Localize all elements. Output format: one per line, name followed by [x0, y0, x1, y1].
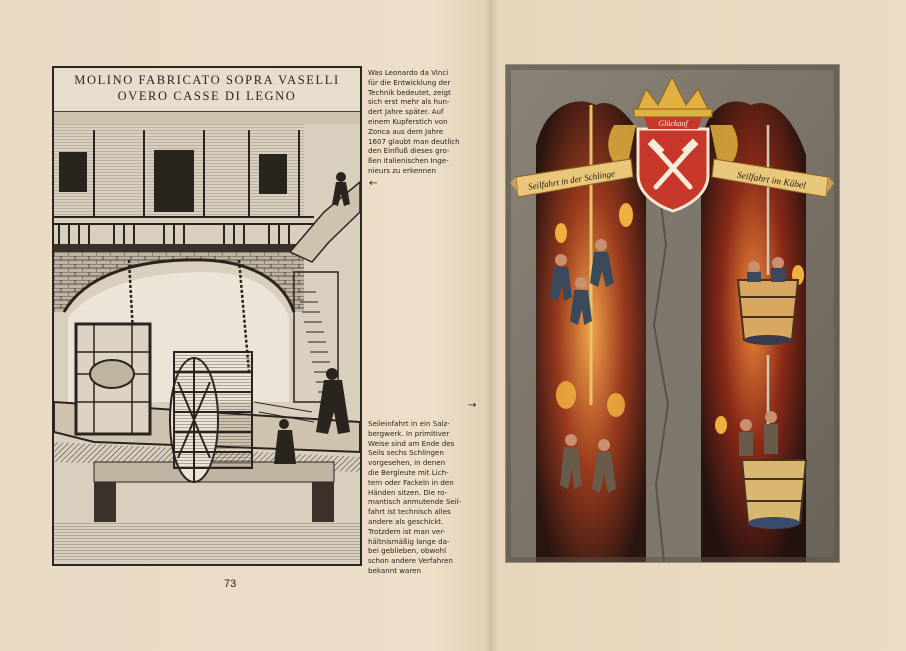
caption-line: nieurs zu erkennen — [368, 165, 437, 175]
caption-leonardo — [368, 68, 480, 176]
caption-line: andere als geschickt. — [368, 516, 444, 526]
caption-line: Zonca aus dem Jahre — [368, 126, 444, 136]
engraving-title — [54, 68, 360, 112]
painting-svg — [506, 65, 839, 562]
caption-line: bei geblieben, obwohl — [368, 546, 447, 556]
caption-line: sich erst mehr als hun- — [368, 97, 450, 107]
banner-right-text: Seilfahrt im Kübel — [736, 170, 807, 192]
caption-line: dert Jahre später. Auf — [368, 107, 444, 117]
caption-line: den Einfluß dieses gro- — [368, 146, 450, 156]
caption-line: ßen italienischen Inge- — [368, 156, 449, 166]
caption-line: Seileinfahrt in ein Salz- — [368, 419, 450, 428]
arrow-left-icon: ← — [369, 178, 378, 189]
caption-line: Technik bedeutet, zeigt — [368, 87, 451, 97]
caption-line: vorgesehen, in denen — [368, 458, 446, 468]
caption-line: Seils sechs Schlingen — [368, 448, 444, 458]
caption-line: Trotzdem ist man ver- — [368, 526, 446, 536]
mine-descent-painting — [505, 64, 840, 563]
caption-line: fahrt ist technisch alles — [368, 507, 451, 517]
caption-line: bekannt waren — [368, 565, 421, 575]
caption-line: mantisch anmutende Seil- — [368, 497, 462, 507]
engraving-title-line-1: MOLINO FABRICATO SOPRA VASELLI — [74, 73, 340, 87]
banner-left-text: Seilfahrt in der Schlinge — [527, 168, 616, 192]
arrow-right-icon: → — [468, 400, 477, 411]
engraving-mill-drawing — [54, 112, 360, 562]
caption-line: schon andere Verfahren — [368, 556, 453, 566]
crest-text: Glückauf — [658, 119, 688, 128]
caption-line: bergwerk. In primitiver — [368, 428, 450, 438]
caption-seilfahrt — [368, 419, 480, 576]
caption-line: hältnismäßig lange da- — [368, 536, 450, 546]
caption-line: einem Kupferstich von — [368, 116, 448, 126]
caption-line: Was Leonardo da Vinci — [368, 68, 449, 77]
caption-line: 1607 glaubt man deutlich — [368, 136, 460, 146]
caption-line: die Bergleute mit Lich- — [368, 467, 449, 477]
caption-line: Händen sitzen. Die ro- — [368, 487, 448, 497]
engraving-illustration — [52, 66, 362, 566]
engraving-title-line-2: OVERO CASSE DI LEGNO — [117, 89, 297, 103]
caption-line: für die Entwicklung der — [368, 77, 451, 87]
book-gutter — [484, 0, 498, 651]
page-number: 73 — [224, 578, 237, 590]
caption-line: Weise sind am Ende des — [368, 438, 455, 448]
caption-line: tern oder Fackeln in den — [368, 477, 454, 487]
